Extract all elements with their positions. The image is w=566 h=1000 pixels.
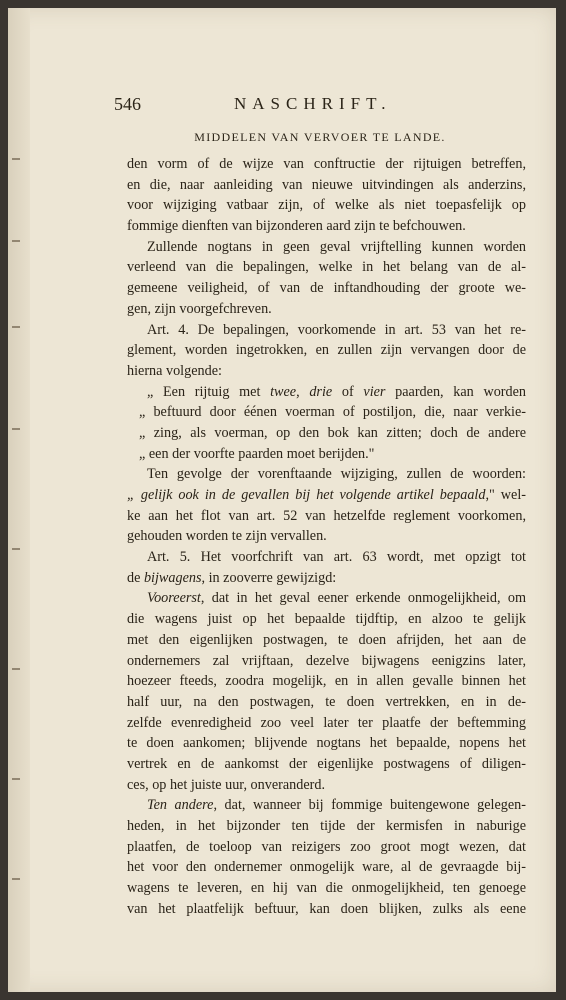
text-line: gehouden worden te zijn vervallen. [127, 528, 327, 545]
text-line: „ zing, als voerman, op den bok kan zitten; doch de andere [139, 424, 526, 441]
text-line: plaatfen, de toeloop van reizigers zoo groot mogt wezen, dat [127, 838, 526, 855]
text-line [127, 795, 526, 816]
text-span: „ Een rijtuig met [147, 383, 271, 400]
italic-text: twee [270, 383, 297, 400]
text-line: ces, op het juiste uur, onveranderd. [127, 776, 325, 793]
page-gutter [8, 8, 30, 992]
text-line [127, 485, 526, 506]
text-line: verleend van die bepalingen, welke in het belang van de al- [127, 259, 526, 276]
text-line: „ beftuurd door éénen voerman of postiljon, die, naar verkie- [139, 404, 526, 421]
text-line: glement, worden ingetrokken, en zullen zijn vervangen door de [127, 342, 526, 359]
binding-mark [12, 158, 20, 160]
section-title: MIDDELEN VAN VERVOER TE LANDE. [194, 130, 446, 144]
text-span: , dat in het geval eener erkende onmogelijkheid, om [200, 590, 526, 607]
binding-mark [12, 668, 20, 670]
text-line: half uur, na den postwagen, te doen vertrekken, en in de- [127, 693, 526, 710]
italic-text: Ten andere [147, 797, 214, 814]
text-line: zelfde evenredigheid zoo veel later ter plaatfe der beftemming [127, 714, 526, 731]
text-line: ke aan het flot van art. 52 van hetzelfde reglement voorkomen, [127, 507, 526, 524]
text-line: Art. 5. Het voorfchrift van art. 63 wordt, met opzigt tot [147, 549, 526, 566]
text-line: wagens te leveren, en hij van die onmogelijkheid, ten genoege [127, 880, 526, 897]
italic-text: „ gelijk ook in de gevallen bij het volgende artikel bepaald [127, 487, 486, 503]
text-line: ondernemers zal vrijftaan, dezelve bijwagens eenigzins later, [127, 652, 526, 669]
text-line [127, 382, 526, 403]
book-page [8, 8, 556, 992]
binding-mark [12, 878, 20, 880]
binding-mark [12, 778, 20, 780]
text-line: Zullende nogtans in geen geval vrijftelling kunnen worden [147, 238, 526, 255]
text-line: met den eigenlijken postwagen, te doen afrijden, het aan de [127, 631, 526, 648]
text-span: , dat, wanneer bij fommige buitengewone gelegen- [213, 797, 526, 814]
text-span: de [127, 569, 144, 586]
text-line: en die, naar aanleiding van nieuwe uitvindingen als anderzins, [127, 176, 526, 193]
text-line: Ten gevolge der vorenftaande wijziging, zullen de woorden: [147, 466, 526, 483]
text-line: gemeene veiligheid, of van de inftandhouding der groote we- [127, 280, 526, 297]
text-span: , in zooverre gewijzigd: [201, 569, 337, 586]
text-line [127, 568, 526, 589]
body-text [127, 154, 526, 919]
text-span: , [296, 383, 310, 400]
italic-text: Vooreerst [147, 590, 201, 607]
text-line: het voor den ondernemer onmogelijk ware, al de gevraagde bij- [127, 859, 526, 876]
text-span: of [332, 383, 364, 400]
italic-text: bijwagens [143, 569, 202, 586]
italic-text: drie [309, 383, 333, 400]
text-line: heden, in het bijzonder ten tijde der kermisfen in naburige [127, 818, 526, 834]
text-line: vertrek en de aankomst der eigenlijke postwagens of diligen- [127, 755, 526, 772]
binding-mark [12, 240, 20, 242]
text-line: „ een der voorfte paarden moet berijden." [139, 445, 375, 462]
italic-text: vier [363, 383, 386, 400]
binding-mark [12, 326, 20, 328]
text-line: fommige dienften van bijzonderen aard zijn te befchouwen. [127, 218, 466, 235]
text-line: Art. 4. De bepalingen, voorkomende in art. 53 van het re- [147, 321, 526, 338]
text-line: gen, zijn voorgefchreven. [127, 300, 272, 317]
binding-mark [12, 428, 20, 430]
text-span: paarden, kan worden [385, 383, 527, 400]
binding-mark [12, 548, 20, 550]
text-line: te doen aankomen; blijvende nogtans het bepaalde, nopens het [127, 735, 526, 752]
text-line: hierna volgende: [127, 362, 222, 379]
page-number: 546 [114, 94, 141, 114]
text-span: ," wel- [485, 487, 526, 503]
page-header [114, 94, 414, 116]
text-line: hoezeer fteeds, zoodra mogelijk, en in allen gevalle binnen het [127, 673, 526, 690]
running-title: NASCHRIFT. [234, 94, 392, 113]
text-line: voor wijziging vatbaar zijn, of welke als niet toepasfelijk op [127, 197, 526, 214]
text-line: die wagens juist op het bepaalde tijdftip, en alzoo te gelijk [127, 611, 526, 628]
text-line [127, 588, 526, 609]
text-line: van het plaatfelijk beftuur, kan doen blijken, zulks als eene [127, 900, 526, 917]
text-line: den vorm of de wijze van conftructie der rijtuigen betreffen, [127, 156, 526, 172]
